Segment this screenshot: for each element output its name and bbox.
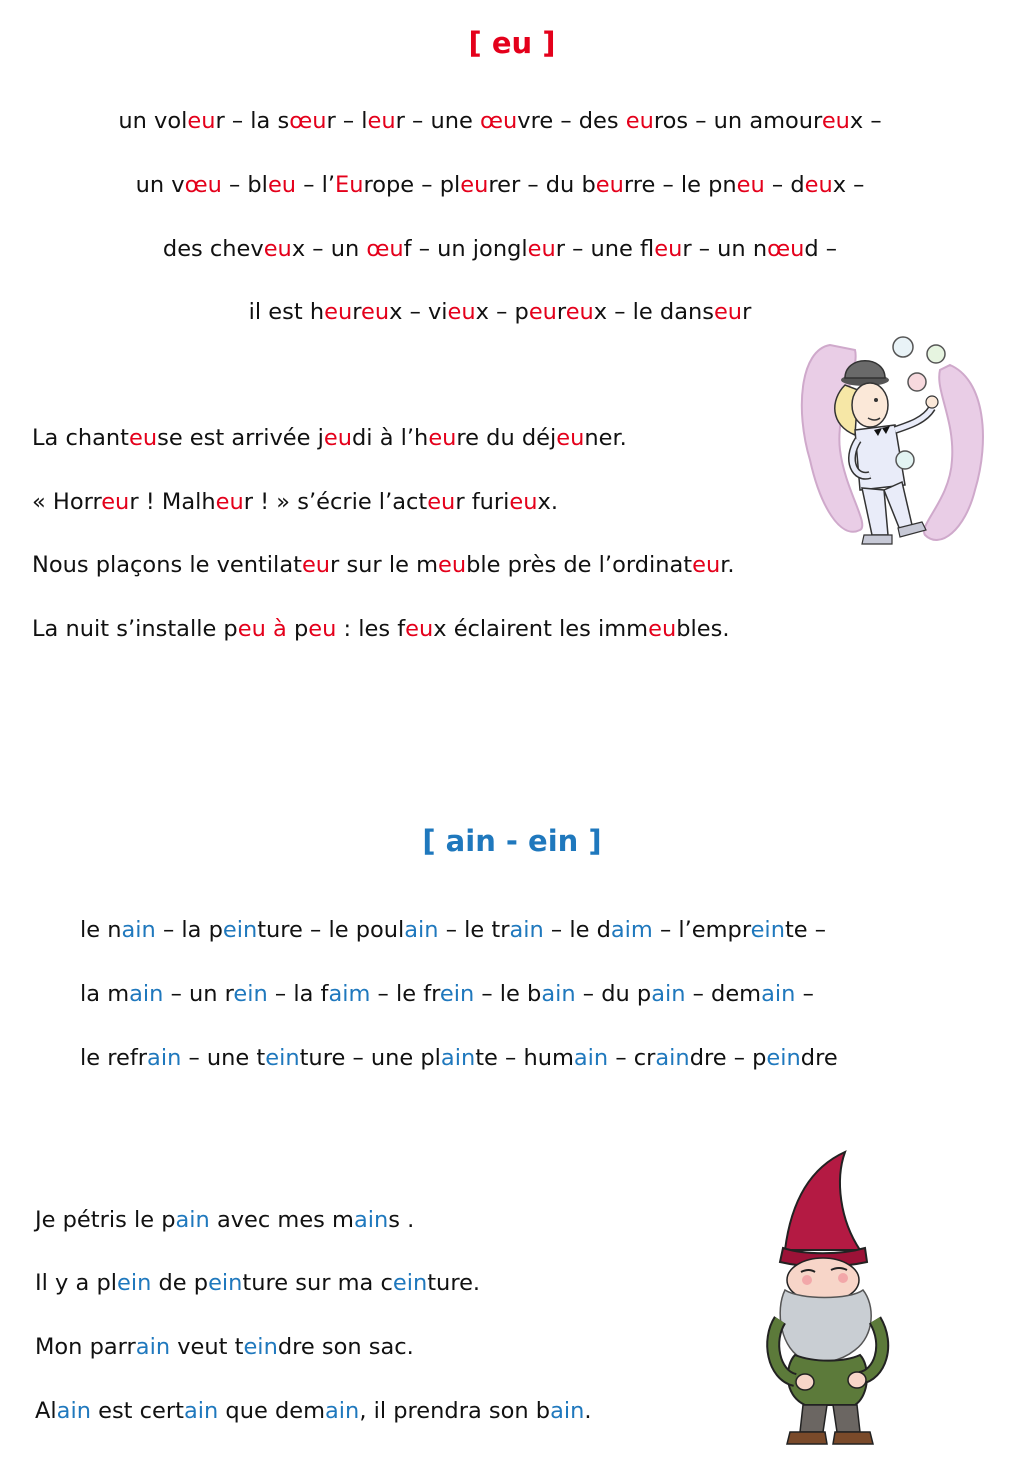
highlighted-sound: ain: [147, 1045, 182, 1071]
text-segment: s .: [388, 1207, 415, 1233]
highlighted-sound: ain: [121, 917, 156, 943]
highlighted-sound: ain: [509, 917, 544, 943]
highlighted-sound: ain: [325, 1398, 360, 1424]
eu-word-line: [0, 170, 1000, 200]
ain-word-line: [80, 979, 814, 1009]
text-segment: di à l’h: [352, 425, 429, 451]
ain-sentence: [35, 1332, 414, 1362]
text-segment: r.: [720, 552, 735, 578]
highlighted-sound: œu: [366, 236, 404, 262]
highlighted-sound: eu: [713, 299, 743, 325]
highlighted-sound: œu: [289, 108, 327, 134]
text-segment: d –: [804, 236, 838, 262]
text-segment: ture – une pl: [299, 1045, 441, 1071]
highlighted-sound: eu: [263, 236, 292, 262]
highlighted-sound: ain: [175, 1207, 210, 1233]
text-segment: x – le dans: [593, 299, 714, 325]
highlighted-sound: ain: [440, 1045, 476, 1071]
text-segment: r ! Malh: [129, 489, 216, 515]
text-segment: Al: [35, 1398, 57, 1424]
text-segment: x –: [849, 108, 882, 134]
eu-word-line: [0, 297, 1000, 327]
highlighted-sound: ein: [766, 1045, 801, 1071]
text-segment: ture.: [427, 1270, 481, 1296]
text-segment: te –: [784, 917, 827, 943]
highlighted-sound: ein: [439, 981, 475, 1007]
highlighted-sound: eu: [654, 236, 683, 262]
highlighted-sound: ain: [56, 1398, 91, 1424]
text-segment: , il prendra son b: [359, 1398, 551, 1424]
highlighted-sound: eu: [447, 299, 476, 325]
text-segment: Mon parr: [35, 1334, 136, 1360]
text-segment: – un r: [163, 981, 234, 1007]
text-segment: r: [556, 299, 566, 325]
text-segment: p: [286, 616, 309, 642]
text-segment: dre son sac.: [277, 1334, 414, 1360]
text-segment: vre – des: [517, 108, 626, 134]
highlighted-sound: ain: [404, 917, 439, 943]
text-segment: que dem: [218, 1398, 325, 1424]
highlighted-sound: eu: [648, 616, 677, 642]
highlighted-sound: ein: [233, 981, 268, 1007]
highlighted-sound: eu: [308, 616, 337, 642]
text-segment: [266, 616, 273, 642]
highlighted-sound: ain: [129, 981, 164, 1007]
eu-sentence: [32, 487, 558, 517]
text-segment: – dem: [685, 981, 762, 1007]
text-segment: r – la s: [215, 108, 290, 134]
text-segment: bles.: [676, 616, 730, 642]
text-segment: – la f: [267, 981, 329, 1007]
ain-sentence: [35, 1268, 480, 1298]
text-segment: – cr: [608, 1045, 656, 1071]
highlighted-sound: aim: [328, 981, 371, 1007]
highlighted-sound: eu: [595, 172, 624, 198]
text-segment: x.: [537, 489, 558, 515]
text-segment: x – vi: [389, 299, 448, 325]
text-segment: r sur le m: [330, 552, 438, 578]
highlighted-sound: œu: [184, 172, 222, 198]
highlighted-sound: aim: [610, 917, 653, 943]
highlighted-sound: eu: [367, 108, 396, 134]
highlighted-sound: ain: [761, 981, 796, 1007]
highlighted-sound: eu: [438, 552, 467, 578]
text-segment: Je pétris le p: [35, 1207, 176, 1233]
highlighted-sound: eu: [692, 552, 721, 578]
text-segment: r – une fl: [555, 236, 655, 262]
text-segment: ture sur ma c: [242, 1270, 393, 1296]
text-segment: Il y a pl: [35, 1270, 117, 1296]
highlighted-sound: ein: [222, 917, 258, 943]
eu-sentence: [32, 614, 729, 644]
highlighted-sound: eu: [528, 299, 557, 325]
highlighted-sound: eu: [237, 616, 266, 642]
highlighted-sound: eu: [804, 172, 833, 198]
text-segment: f – un jongl: [403, 236, 528, 262]
text-segment: Nous plaçons le ventilat: [32, 552, 302, 578]
highlighted-sound: ein: [116, 1270, 152, 1296]
highlighted-sound: eu: [128, 425, 158, 451]
text-segment: ner.: [584, 425, 627, 451]
highlighted-sound: eu: [427, 489, 456, 515]
text-segment: r – une: [395, 108, 480, 134]
highlighted-sound: ain: [655, 1045, 690, 1071]
highlighted-sound: ein: [208, 1270, 243, 1296]
highlighted-sound: à: [273, 616, 287, 642]
ain-sentence: [35, 1396, 592, 1426]
highlighted-sound: eu: [821, 108, 850, 134]
text-segment: rre – le pn: [623, 172, 737, 198]
highlighted-sound: ain: [135, 1334, 171, 1360]
highlighted-sound: ein: [750, 917, 785, 943]
text-segment: x – p: [475, 299, 529, 325]
text-segment: – le b: [474, 981, 542, 1007]
highlighted-sound: ain: [183, 1398, 219, 1424]
text-segment: r – l: [326, 108, 368, 134]
text-segment: te – hum: [475, 1045, 574, 1071]
text-segment: r ! » s’écrie l’act: [243, 489, 428, 515]
text-segment: de p: [151, 1270, 209, 1296]
text-segment: – la p: [155, 917, 223, 943]
ain-word-line: [80, 915, 826, 945]
text-segment: dre: [800, 1045, 838, 1071]
text-segment: le n: [80, 917, 122, 943]
highlighted-sound: ein: [392, 1270, 428, 1296]
text-segment: –: [795, 981, 814, 1007]
highlighted-sound: ain: [573, 1045, 609, 1071]
highlighted-sound: eu: [267, 172, 297, 198]
text-segment: ros – un amour: [653, 108, 822, 134]
highlighted-sound: eu: [625, 108, 654, 134]
highlighted-sound: eu: [301, 552, 331, 578]
highlighted-sound: ain: [353, 1207, 389, 1233]
text-segment: des chev: [162, 236, 264, 262]
highlighted-sound: ein: [265, 1045, 300, 1071]
text-segment: – le tr: [438, 917, 510, 943]
highlighted-sound: ain: [651, 981, 686, 1007]
highlighted-sound: ain: [541, 981, 576, 1007]
text-segment: un v: [135, 172, 185, 198]
text-segment: ble près de l’ordinat: [466, 552, 693, 578]
highlighted-sound: eu: [556, 425, 585, 451]
text-segment: – le d: [543, 917, 611, 943]
text-segment: x éclairent les imm: [433, 616, 649, 642]
text-segment: il est h: [248, 299, 325, 325]
text-segment: se est arrivée j: [157, 425, 324, 451]
text-segment: rer – du b: [488, 172, 596, 198]
text-segment: un vol: [118, 108, 188, 134]
text-segment: La chant: [32, 425, 129, 451]
eu-word-line: [0, 106, 1000, 136]
title-eu: [ eu ]: [468, 26, 556, 60]
text-segment: dre – p: [689, 1045, 767, 1071]
juggler-illustration: [800, 330, 990, 560]
text-segment: .: [584, 1398, 592, 1424]
text-segment: – l’empr: [652, 917, 751, 943]
text-segment: est cert: [90, 1398, 184, 1424]
eu-sentence: [32, 550, 735, 580]
highlighted-sound: eu: [527, 236, 556, 262]
highlighted-sound: œu: [479, 108, 518, 134]
text-segment: r: [352, 299, 361, 325]
text-segment: veut t: [170, 1334, 244, 1360]
highlighted-sound: eu: [509, 489, 538, 515]
text-segment: r – un n: [682, 236, 768, 262]
highlighted-sound: Eu: [335, 172, 364, 198]
eu-sentence: [32, 423, 627, 453]
highlighted-sound: eu: [323, 425, 353, 451]
text-segment: – d: [764, 172, 805, 198]
title-ain-ein: [ ain - ein ]: [422, 824, 602, 858]
highlighted-sound: eu: [101, 489, 130, 515]
text-segment: La nuit s’installe p: [32, 616, 238, 642]
text-segment: « Horr: [32, 489, 102, 515]
highlighted-sound: eu: [324, 299, 353, 325]
text-segment: rope – pl: [363, 172, 461, 198]
text-segment: re du déj: [456, 425, 557, 451]
text-segment: la m: [80, 981, 130, 1007]
text-segment: – une t: [181, 1045, 266, 1071]
text-segment: avec mes m: [209, 1207, 354, 1233]
gnome-illustration: [765, 1150, 900, 1450]
text-segment: x –: [832, 172, 865, 198]
text-segment: le refr: [80, 1045, 148, 1071]
highlighted-sound: eu: [736, 172, 765, 198]
text-segment: – bl: [221, 172, 268, 198]
text-segment: – le fr: [370, 981, 440, 1007]
highlighted-sound: eu: [215, 489, 244, 515]
text-segment: ture – le poul: [257, 917, 405, 943]
text-segment: r furi: [455, 489, 510, 515]
eu-word-line: [0, 234, 1000, 264]
text-segment: – du p: [575, 981, 652, 1007]
highlighted-sound: eu: [460, 172, 489, 198]
ain-sentence: [35, 1205, 414, 1235]
text-segment: – l’: [296, 172, 336, 198]
text-segment: x – un: [291, 236, 367, 262]
highlighted-sound: eu: [405, 616, 434, 642]
highlighted-sound: ein: [243, 1334, 278, 1360]
text-segment: : les f: [336, 616, 406, 642]
highlighted-sound: œu: [767, 236, 805, 262]
highlighted-sound: eu: [187, 108, 216, 134]
highlighted-sound: eu: [565, 299, 594, 325]
highlighted-sound: eu: [428, 425, 457, 451]
ain-word-line: [80, 1043, 838, 1073]
text-segment: r: [742, 299, 752, 325]
highlighted-sound: ain: [550, 1398, 585, 1424]
highlighted-sound: eu: [361, 299, 390, 325]
